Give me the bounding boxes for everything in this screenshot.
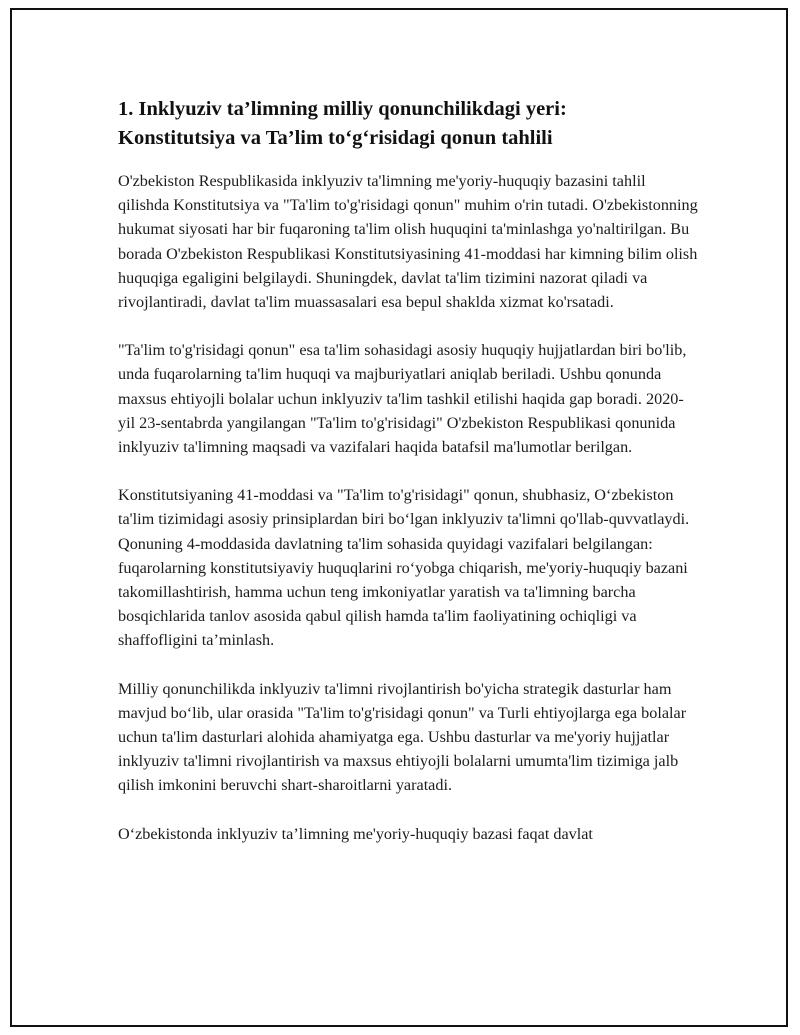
heading-line-1: 1. Inklyuziv ta’limning milliy qonunchilikdagi yeri: [118,98,567,120]
paragraph-1: O'zbekiston Respublikasida inklyuziv ta'limning me'yoriy-huquqiy bazasini tahlil qilishda Konstitutsiya va "Ta'lim to'g'risidagi qonun" muhim o'rin tutadi. O'zbekistonning hukumat siyosati har bir fuqaroning ta'lim olish huquqini ta'minlashga yo'naltirilgan. Bu borada O'zbekiston Respublikasi Konstitutsiyasining 41-moddasi har kimning bilim olish huquqiga egaligini belgilaydi. Shuningdek, davlat ta'lim tizimini nazorat qiladi va rivojlantiradi, davlat ta'lim muassasalari esa bepul shaklda xizmat ko'rsatadi. [118,172,698,312]
paragraph-2: "Ta'lim to'g'risidagi qonun" esa ta'lim sohasidagi asosiy huquqiy hujjatlardan biri bo'lib, unda fuqarolarning ta'lim huquqi va majburiyatlari aniqlab beriladi. Ushbu qonunda maxsus ehtiyojli bolalar uchun inklyuziv ta'lim tashkil etilishi haqida gap boradi. 2020-yil 23-sentabrda yangilangan "Ta'lim to'g'risidagi" O'zbekiston Respublikasi qonunida inklyuziv ta'limning maqsadi va vazifalari haqida batafsil ma'lumotlar berilgan. [118,341,687,457]
document-body [118,95,698,846]
paragraph-4: Milliy qonunchilikda inklyuziv ta'limni rivojlantirish bo'yicha strategik dasturlar ham mavjud bo‘lib, ular orasida "Ta'lim to'g'risidagi qonun" va Turli ehtiyojlarga ega bolalar uchun ta'lim dasturlari alohida ahamiyatga ega. Ushbu dasturlar va me'yoriy hujjatlar inklyuziv ta'limni rivojlantirish va maxsus ehtiyojli bolalarni umumta'lim tizimiga jalb qilish imkonini beruvchi shart-sharoitlarni yaratadi. [118,679,687,795]
heading-line-2: Konstitutsiya va Ta’lim to‘g‘risidagi qonun tahlili [118,127,553,149]
paragraph-3: Konstitutsiyaning 41-moddasi va "Ta'lim to'g'risidagi" qonun, shubhasiz, O‘zbekiston ta'lim tizimidagi asosiy prinsiplardan biri bo‘lgan inklyuziv ta'limni qo'llab-quvvatlaydi. Qonuning 4-moddasida davlatning ta'lim sohasida quyidagi vazifalari belgilangan: fuqarolarning konstitutsiyaviy huquqlarini ro‘yobga chiqarish, me'yoriy-huquqiy bazani takomillashtirish, hamma uchun teng imkoniyatlar yaratish va ta'limning barcha bosqichlarida tanlov asosida qabul qilish hamda ta'lim faoliyatining ochiqligi va shaffofligini ta’minlash. [118,486,690,650]
paragraph-5: O‘zbekistonda inklyuziv ta’limning me'yoriy-huquqiy bazasi faqat davlat [118,824,593,843]
section-heading [118,95,698,153]
